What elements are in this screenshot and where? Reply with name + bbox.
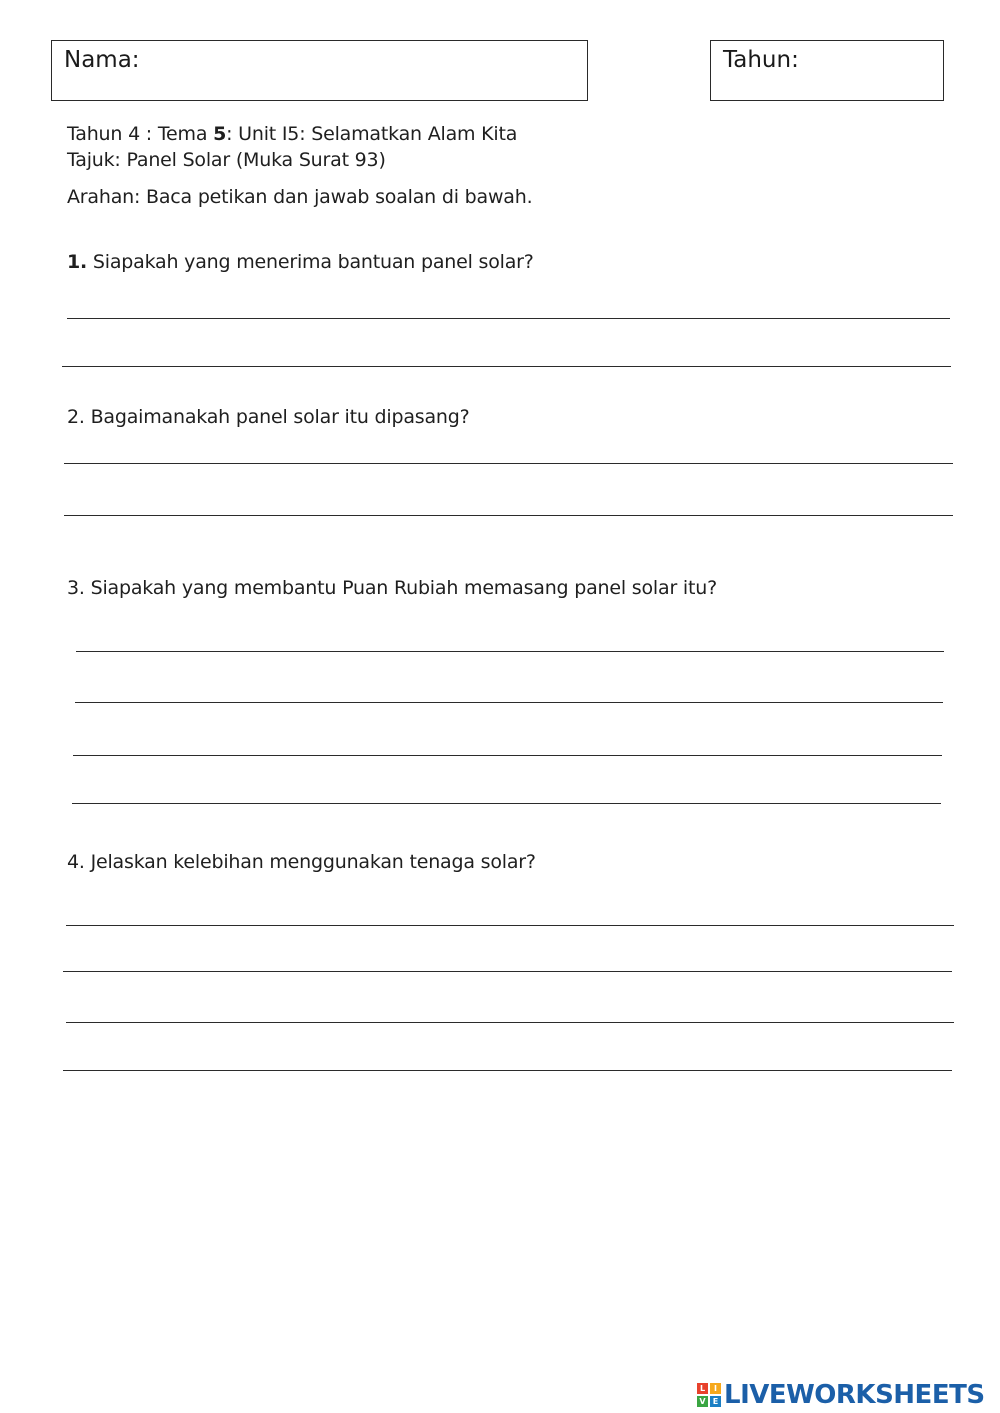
liveworksheets-logo: [697, 1378, 985, 1412]
question-1: [67, 251, 534, 273]
answer-line-1a[interactable]: [67, 318, 950, 319]
answer-line-4a[interactable]: [66, 925, 954, 926]
question-2-number: 2.: [67, 406, 85, 428]
answer-line-3b[interactable]: [75, 702, 943, 703]
question-2: [67, 406, 470, 428]
logo-letter-v: V: [697, 1396, 708, 1407]
logo-text: LIVEWORKSHEETS: [724, 1380, 985, 1410]
answer-line-3d[interactable]: [72, 803, 941, 804]
logo-letter-i: I: [710, 1383, 721, 1394]
answer-line-4b[interactable]: [63, 971, 952, 972]
question-3-number: 3.: [67, 577, 85, 599]
logo-letter-e: E: [710, 1396, 721, 1407]
answer-line-4d[interactable]: [63, 1070, 952, 1071]
name-label: Nama:: [64, 47, 140, 73]
question-3-text: Siapakah yang membantu Puan Rubiah memasang panel solar itu?: [90, 577, 717, 599]
question-1-number: 1.: [67, 251, 88, 273]
question-1-text: Siapakah yang menerima bantuan panel solar?: [92, 251, 534, 273]
answer-line-4c[interactable]: [66, 1022, 954, 1023]
answer-line-3a[interactable]: [76, 651, 944, 652]
year-box[interactable]: [710, 40, 944, 101]
question-4-number: 4.: [67, 851, 85, 873]
logo-letter-l: L: [697, 1383, 708, 1394]
answer-line-2a[interactable]: [64, 463, 953, 464]
answer-line-3c[interactable]: [73, 755, 942, 756]
answer-line-2b[interactable]: [64, 515, 953, 516]
name-box[interactable]: [51, 40, 588, 101]
instruction-line: Arahan: Baca petikan dan jawab soalan di bawah.: [67, 186, 533, 208]
year-label: Tahun:: [723, 47, 799, 73]
question-2-text: Bagaimanakah panel solar itu dipasang?: [90, 406, 470, 428]
question-4: [67, 851, 536, 873]
question-3: [67, 577, 717, 599]
question-4-text: Jelaskan kelebihan menggunakan tenaga solar?: [90, 851, 536, 873]
unit-line: Tahun 4 : Tema 5: Unit I5: Selamatkan Alam Kita: [67, 123, 518, 145]
answer-line-1b[interactable]: [62, 366, 951, 367]
topic-line: Tajuk: Panel Solar (Muka Surat 93): [67, 149, 386, 171]
logo-mark-icon: [697, 1383, 721, 1407]
